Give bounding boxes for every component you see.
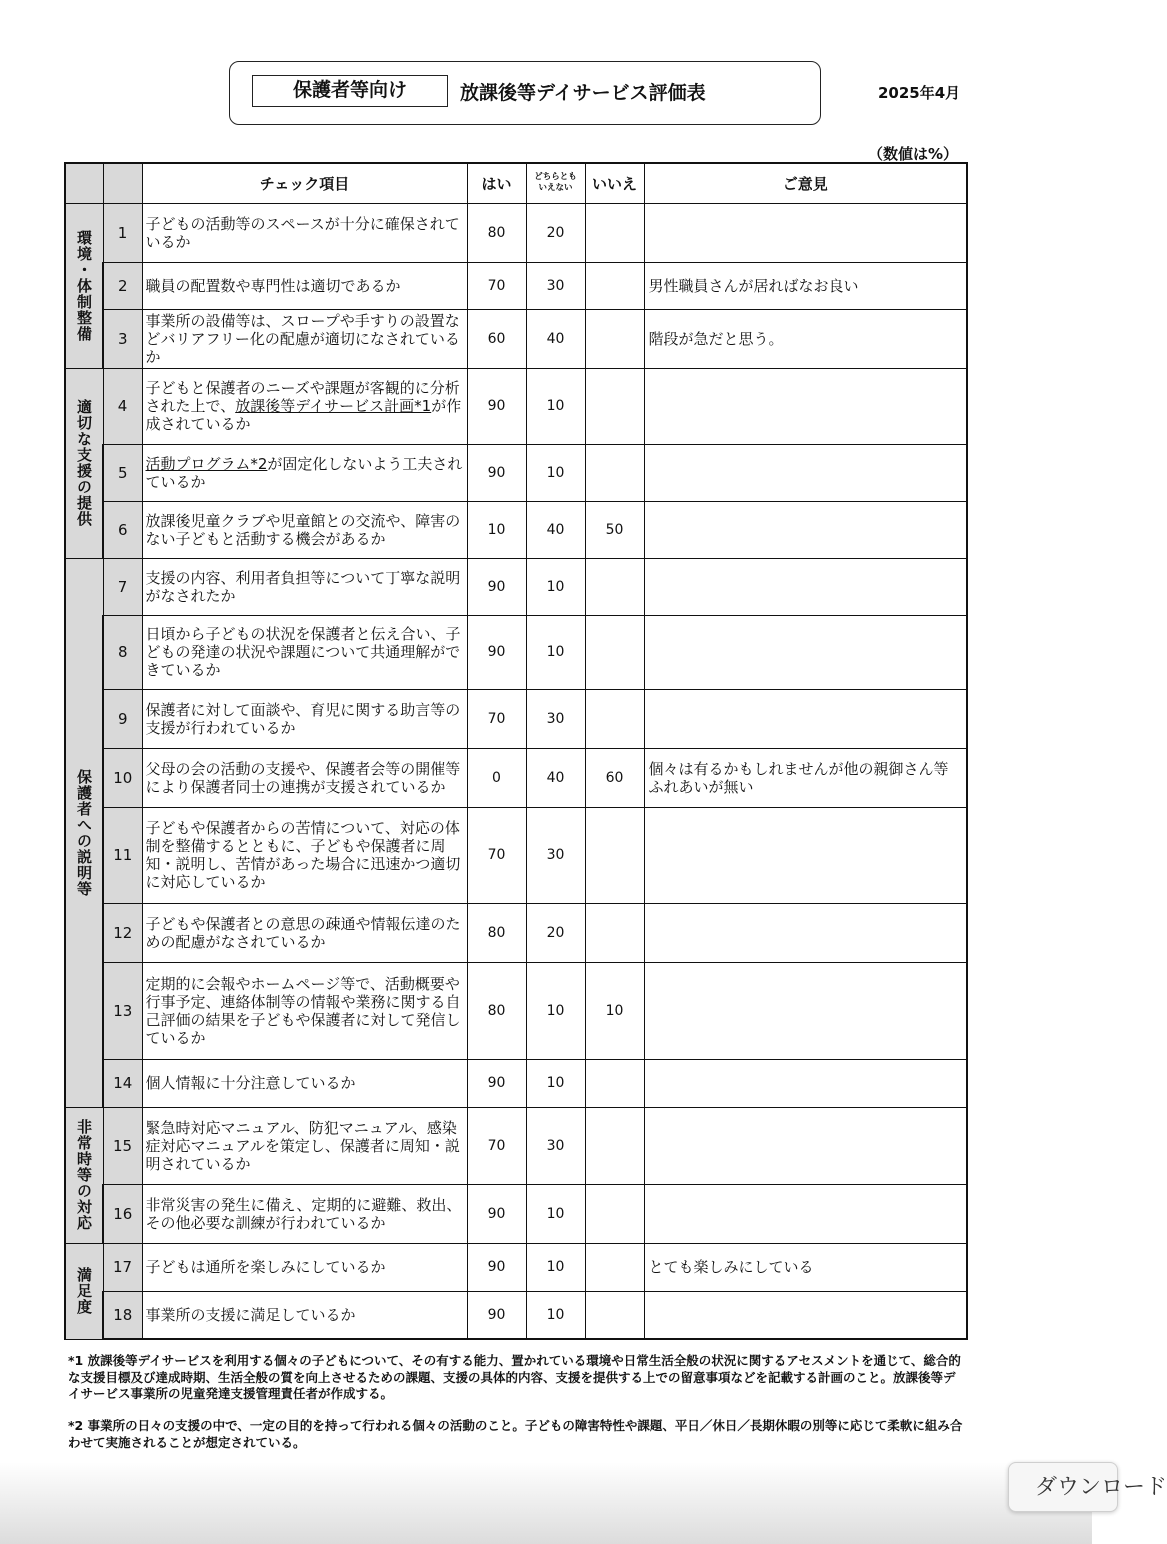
no-value: [585, 309, 644, 368]
care-plan-link-text: 放課後等デイサービス計画*1: [235, 397, 432, 415]
neither-value: 10: [526, 444, 585, 501]
row-number: 15: [103, 1107, 142, 1184]
check-item-text: 支援の内容、利用者負担等について丁寧な説明がなされたか: [142, 558, 467, 615]
no-value: 60: [585, 748, 644, 807]
table-row: [65, 262, 967, 309]
check-item-text: 職員の配置数や専門性は適切であるか: [142, 262, 467, 309]
table-row: [65, 903, 967, 962]
yes-value: 80: [467, 903, 526, 962]
check-item-text: 事業所の支援に満足しているか: [142, 1291, 467, 1339]
table-row: [65, 203, 967, 262]
footnote-2: *2 事業所の日々の支援の中で、一定の目的を持って行われる個々の活動のこと。子どもの障害特性や課題、平日／休日／長期休暇の別等に応じて柔軟に組み合わせて実施されることが想定されている。: [68, 1418, 963, 1450]
row-number: 3: [103, 309, 142, 368]
opinion-text: [644, 501, 967, 558]
header-neither-line2: いえない: [538, 183, 573, 194]
header-neither-line1: どちらとも: [534, 172, 577, 183]
document-title: 放課後等デイサービス評価表: [460, 82, 706, 104]
neither-value: 40: [526, 309, 585, 368]
neither-value: 20: [526, 903, 585, 962]
table-row: [65, 1291, 967, 1339]
document-date: 2025年4月: [878, 84, 961, 102]
yes-value: 90: [467, 615, 526, 689]
neither-value: 10: [526, 1059, 585, 1107]
table-row: [65, 558, 967, 615]
yes-value: 60: [467, 309, 526, 368]
neither-value: 20: [526, 203, 585, 262]
opinion-text: [644, 689, 967, 748]
check-item-text: 保護者に対して面談や、育児に関する助言等の支援が行われているか: [142, 689, 467, 748]
check-item-text-part: が作成されているか: [145, 397, 462, 433]
opinion-text: [644, 903, 967, 962]
neither-value: 40: [526, 748, 585, 807]
neither-value: 10: [526, 368, 585, 444]
row-number: 8: [103, 615, 142, 689]
category-explanation: 保護者への説明等: [65, 558, 103, 1107]
unit-note: （数値は%）: [868, 145, 959, 163]
neither-value: 10: [526, 1243, 585, 1291]
no-value: 50: [585, 501, 644, 558]
category-support: 適切な支援の提供: [65, 368, 103, 558]
opinion-text: [644, 1184, 967, 1243]
check-item-text: 日頃から子どもの状況を保護者と伝え合い、子どもの発達の状況や課題について共通理解ができているか: [142, 615, 467, 689]
table-row: [65, 615, 967, 689]
yes-value: 90: [467, 1291, 526, 1339]
opinion-text: [644, 368, 967, 444]
activity-program-text: 活動プログラム*2: [145, 454, 268, 473]
neither-value: 10: [526, 615, 585, 689]
check-item-text: [142, 368, 467, 444]
opinion-text: [644, 615, 967, 689]
yes-value: 10: [467, 501, 526, 558]
opinion-text: [644, 1291, 967, 1339]
opinion-text: [644, 807, 967, 903]
table-row: [65, 748, 967, 807]
opinion-text: [644, 1059, 967, 1107]
neither-value: 30: [526, 262, 585, 309]
yes-value: 90: [467, 444, 526, 501]
check-item-text: 子どもや保護者との意思の疎通や情報伝達のための配慮がなされているか: [142, 903, 467, 962]
opinion-text: [644, 558, 967, 615]
header-row: [65, 163, 967, 203]
no-value: [585, 689, 644, 748]
header-opinion: ご意見: [644, 163, 967, 203]
neither-value: 30: [526, 1107, 585, 1184]
row-number: 2: [103, 262, 142, 309]
no-value: [585, 1059, 644, 1107]
no-value: [585, 1184, 644, 1243]
table-row: [65, 1107, 967, 1184]
row-number: 14: [103, 1059, 142, 1107]
opinion-text: [644, 1107, 967, 1184]
row-number: 12: [103, 903, 142, 962]
neither-value: 40: [526, 501, 585, 558]
opinion-text: [644, 444, 967, 501]
no-value: [585, 558, 644, 615]
no-value: [585, 903, 644, 962]
footnote-1: *1 放課後等デイサービスを利用する個々の子どもについて、その有する能力、置かれている環境や日常生活全般の状況に関するアセスメントを通じて、総合的な支援目標及び達成時期、生活全般の質を向上させるための課題、支援の具体的内容、支援を提供する上での留意事項などを記載する計画のこと。放課後等デイサービス事業所の児童発達支援管理責任者が作成する。: [68, 1353, 961, 1401]
table-row: [65, 1243, 967, 1291]
no-value: [585, 1243, 644, 1291]
no-value: [585, 262, 644, 309]
row-number: 18: [103, 1291, 142, 1339]
yes-value: 70: [467, 689, 526, 748]
opinion-text: 男性職員さんが居ればなお良い: [644, 262, 967, 309]
no-value: 10: [585, 962, 644, 1059]
neither-value: 10: [526, 1291, 585, 1339]
row-number: 9: [103, 689, 142, 748]
no-value: [585, 1291, 644, 1339]
neither-value: 10: [526, 962, 585, 1059]
yes-value: 70: [467, 1107, 526, 1184]
table-row: [65, 962, 967, 1059]
neither-value: 10: [526, 558, 585, 615]
yes-value: 80: [467, 962, 526, 1059]
yes-value: 90: [467, 368, 526, 444]
yes-value: 90: [467, 1243, 526, 1291]
no-value: [585, 807, 644, 903]
table-row: [65, 501, 967, 558]
opinion-text: [644, 962, 967, 1059]
no-value: [585, 368, 644, 444]
check-item-text: 子どもの活動等のスペースが十分に確保されているか: [142, 203, 467, 262]
header-yes: はい: [467, 163, 526, 203]
row-number: 7: [103, 558, 142, 615]
check-item-text: 非常災害の発生に備え、定期的に避難、救出、その他必要な訓練が行われているか: [142, 1184, 467, 1243]
page-bottom-shade: [0, 1462, 1092, 1544]
check-item-text: 個人情報に十分注意しているか: [142, 1059, 467, 1107]
row-number: 6: [103, 501, 142, 558]
opinion-text: とても楽しみにしている: [644, 1243, 967, 1291]
header-number-cell: [103, 163, 142, 203]
table-row: [65, 1059, 967, 1107]
row-number: 4: [103, 368, 142, 444]
row-number: 1: [103, 203, 142, 262]
check-item-text: 事業所の設備等は、スロープや手すりの設置などバリアフリー化の配慮が適切になされているか: [142, 309, 467, 368]
row-number: 11: [103, 807, 142, 903]
row-number: 13: [103, 962, 142, 1059]
table-row: [65, 368, 967, 444]
neither-value: 30: [526, 807, 585, 903]
check-item-text: 父母の会の活動の支援や、保護者会等の開催等により保護者同士の連携が支援されているか: [142, 748, 467, 807]
yes-value: 90: [467, 558, 526, 615]
evaluation-table: [64, 162, 968, 1340]
neither-value: 10: [526, 1184, 585, 1243]
table-row: [65, 689, 967, 748]
category-emergency: 非常時等の対応: [65, 1107, 103, 1243]
header-neither: [526, 163, 585, 203]
check-item-text-part: が固定化しないよう工夫されているか: [145, 454, 463, 491]
opinion-text: 階段が急だと思う。: [644, 309, 967, 368]
category-environment: 環境・体制整備: [65, 203, 103, 368]
table-row: [65, 309, 967, 368]
yes-value: 70: [467, 262, 526, 309]
row-number: 5: [103, 444, 142, 501]
opinion-text: 個々は有るかもしれませんが他の親御さん等ふれあいが無い: [644, 748, 967, 807]
table-row: [65, 807, 967, 903]
check-item-text-part: 子どもと保護者のニーズや課題が客観的に分析された上で、: [145, 379, 460, 415]
header-check-item: チェック項目: [142, 163, 467, 203]
row-number: 16: [103, 1184, 142, 1243]
check-item-text: [142, 444, 467, 501]
header-category-cell: [65, 163, 103, 203]
target-audience-label: 保護者等向け: [252, 75, 448, 107]
row-number: 17: [103, 1243, 142, 1291]
no-value: [585, 615, 644, 689]
yes-value: 80: [467, 203, 526, 262]
no-value: [585, 1107, 644, 1184]
yes-value: 0: [467, 748, 526, 807]
neither-value: 30: [526, 689, 585, 748]
yes-value: 90: [467, 1059, 526, 1107]
check-item-text: 定期的に会報やホームページ等で、活動概要や行事予定、連絡体制等の情報や業務に関する自己評価の結果を子どもや保護者に対して発信しているか: [142, 962, 467, 1059]
check-item-text: 子どもや保護者からの苦情について、対応の体制を整備するとともに、子どもや保護者に周知・説明し、苦情があった場合に迅速かつ適切に対応しているか: [142, 807, 467, 903]
no-value: [585, 203, 644, 262]
table-row: [65, 444, 967, 501]
yes-value: 70: [467, 807, 526, 903]
download-button[interactable]: ダウンロード: [1008, 1462, 1118, 1512]
row-number: 10: [103, 748, 142, 807]
check-item-text: 放課後児童クラブや児童館との交流や、障害のない子どもと活動する機会があるか: [142, 501, 467, 558]
header-no: いいえ: [585, 163, 644, 203]
check-item-text: 緊急時対応マニュアル、防犯マニュアル、感染症対応マニュアルを策定し、保護者に周知・説明されているか: [142, 1107, 467, 1184]
yes-value: 90: [467, 1184, 526, 1243]
check-item-text: 子どもは通所を楽しみにしているか: [142, 1243, 467, 1291]
table-row: [65, 1184, 967, 1243]
opinion-text: [644, 203, 967, 262]
no-value: [585, 444, 644, 501]
category-satisfaction: 満足度: [65, 1243, 103, 1339]
